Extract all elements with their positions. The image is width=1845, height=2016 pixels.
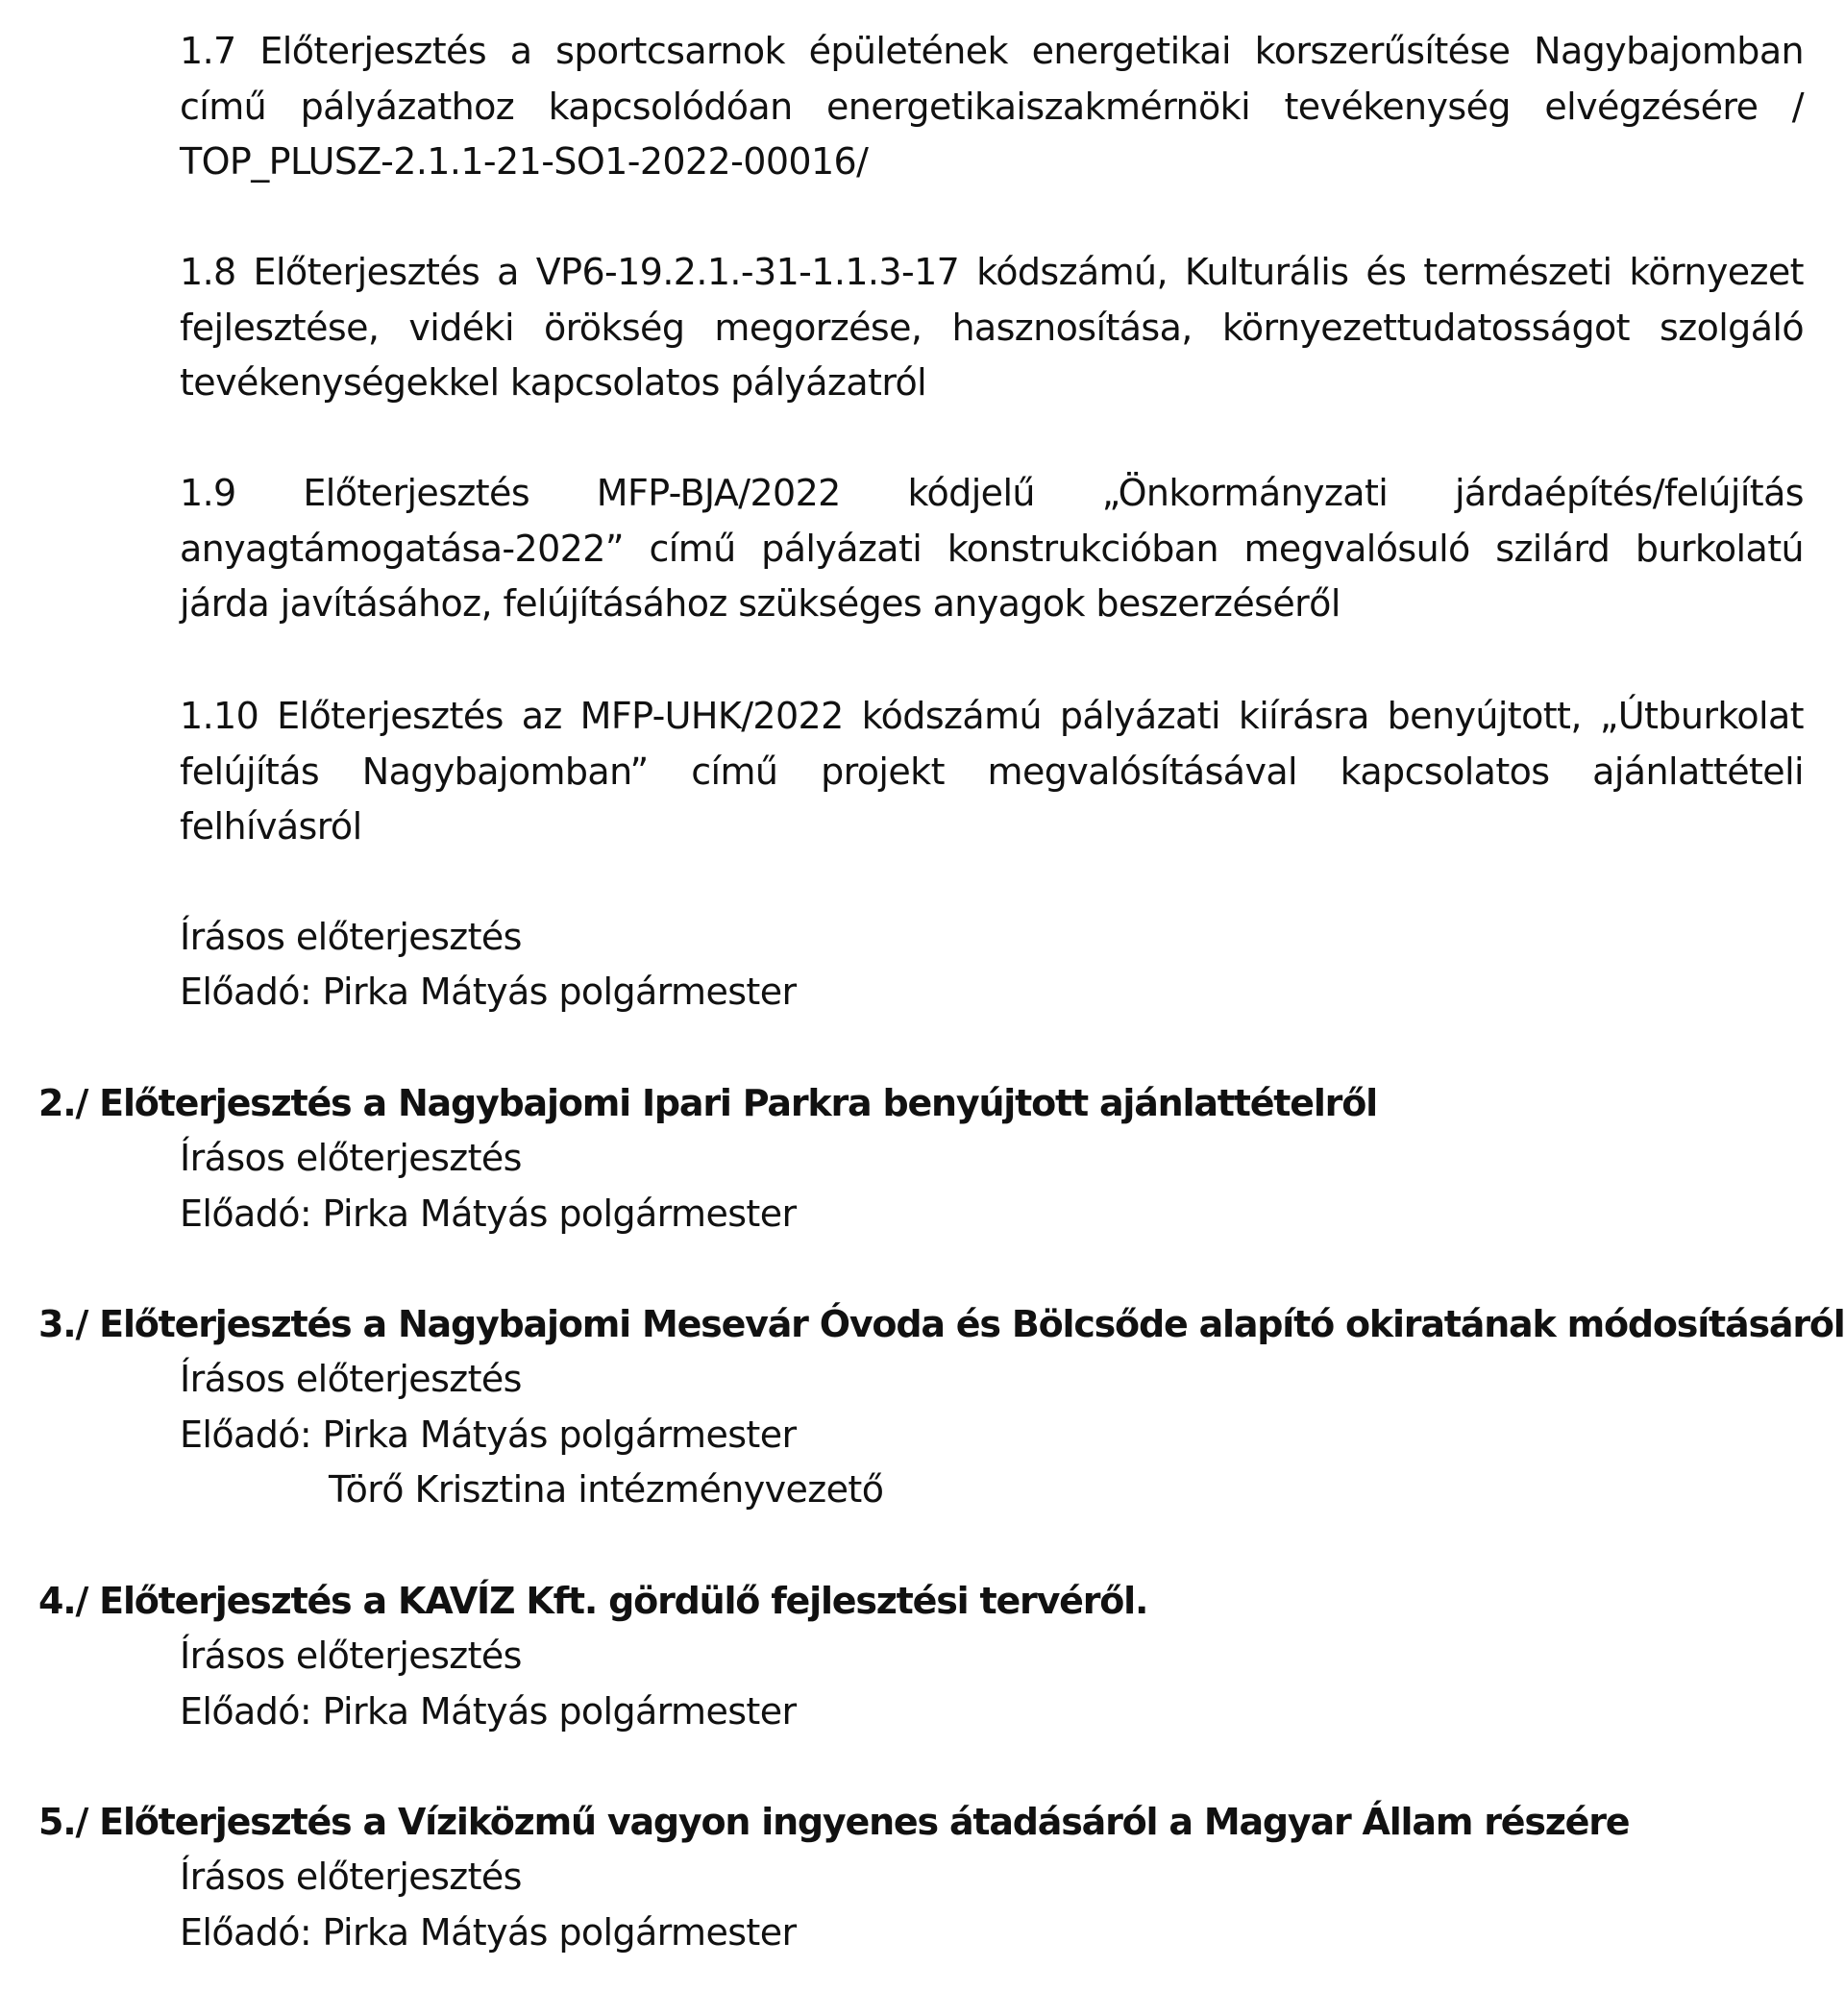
written-proposal-label: Írásos előterjesztés <box>180 1635 522 1677</box>
agenda-item-1-7: 1.7 Előterjesztés a sportcsarnok épületének energetikai korszerűsítése Nagybajomban című pályázathoz kapcsolódóan energetikaiszakmérnöki tevékenység elvégzésére / TOP_PLUSZ-2.1.1-21-SO1-2022-00016/ <box>180 30 1804 183</box>
agenda-item-1-10: 1.10 Előterjesztés az MFP-UHK/2022 kódszámú pályázati kiírásra benyújtott, „Útburkolat felújítás Nagybajomban” című projekt megvalósításával kapcsolatos ajánlattételi felhívásról <box>180 695 1804 848</box>
agenda-item-4-heading: 4./ Előterjesztés a KAVÍZ Kft. gördülő fejlesztési tervéről. <box>38 1580 1148 1622</box>
written-proposal-label: Írásos előterjesztés <box>180 916 522 958</box>
written-proposal-label: Írásos előterjesztés <box>180 1358 522 1400</box>
agenda-item-1-8: 1.8 Előterjesztés a VP6-19.2.1.-31-1.1.3-17 kódszámú, Kulturális és természeti környezet fejlesztése, vidéki örökség megorzése, hasznosítása, környezettudatosságot szolgáló tevékenységekkel kapcsolatos pályázatról <box>180 251 1804 404</box>
second-presenter-label: Törő Krisztina intézményvezető <box>329 1468 884 1511</box>
agenda-item-1-9: 1.9 Előterjesztés MFP-BJA/2022 kódjelű „Önkormányzati járdaépítés/felújítás anyagtámogatása-2022” című pályázati konstrukcióban megvalósuló szilárd burkolatú járda javításához, felújításához szükséges anyagok beszerzéséről <box>180 472 1804 625</box>
written-proposal-label: Írásos előterjesztés <box>180 1137 522 1179</box>
presenter-label: Előadó: Pirka Mátyás polgármester <box>180 1690 797 1733</box>
agenda-item-3-heading: 3./ Előterjesztés a Nagybajomi Mesevár Óvoda és Bölcsőde alapító okiratának módosításáról <box>38 1303 1845 1345</box>
presenter-label: Előadó: Pirka Mátyás polgármester <box>180 1192 797 1235</box>
agenda-item-5-heading: 5./ Előterjesztés a Víziközmű vagyon ingyenes átadásáról a Magyar Állam részére <box>38 1801 1630 1843</box>
written-proposal-label: Írásos előterjesztés <box>180 1856 522 1898</box>
agenda-item-2-heading: 2./ Előterjesztés a Nagybajomi Ipari Parkra benyújtott ajánlattételről <box>38 1082 1377 1124</box>
presenter-label: Előadó: Pirka Mátyás polgármester <box>180 971 797 1013</box>
presenter-label: Előadó: Pirka Mátyás polgármester <box>180 1414 797 1456</box>
presenter-label: Előadó: Pirka Mátyás polgármester <box>180 1911 797 1954</box>
